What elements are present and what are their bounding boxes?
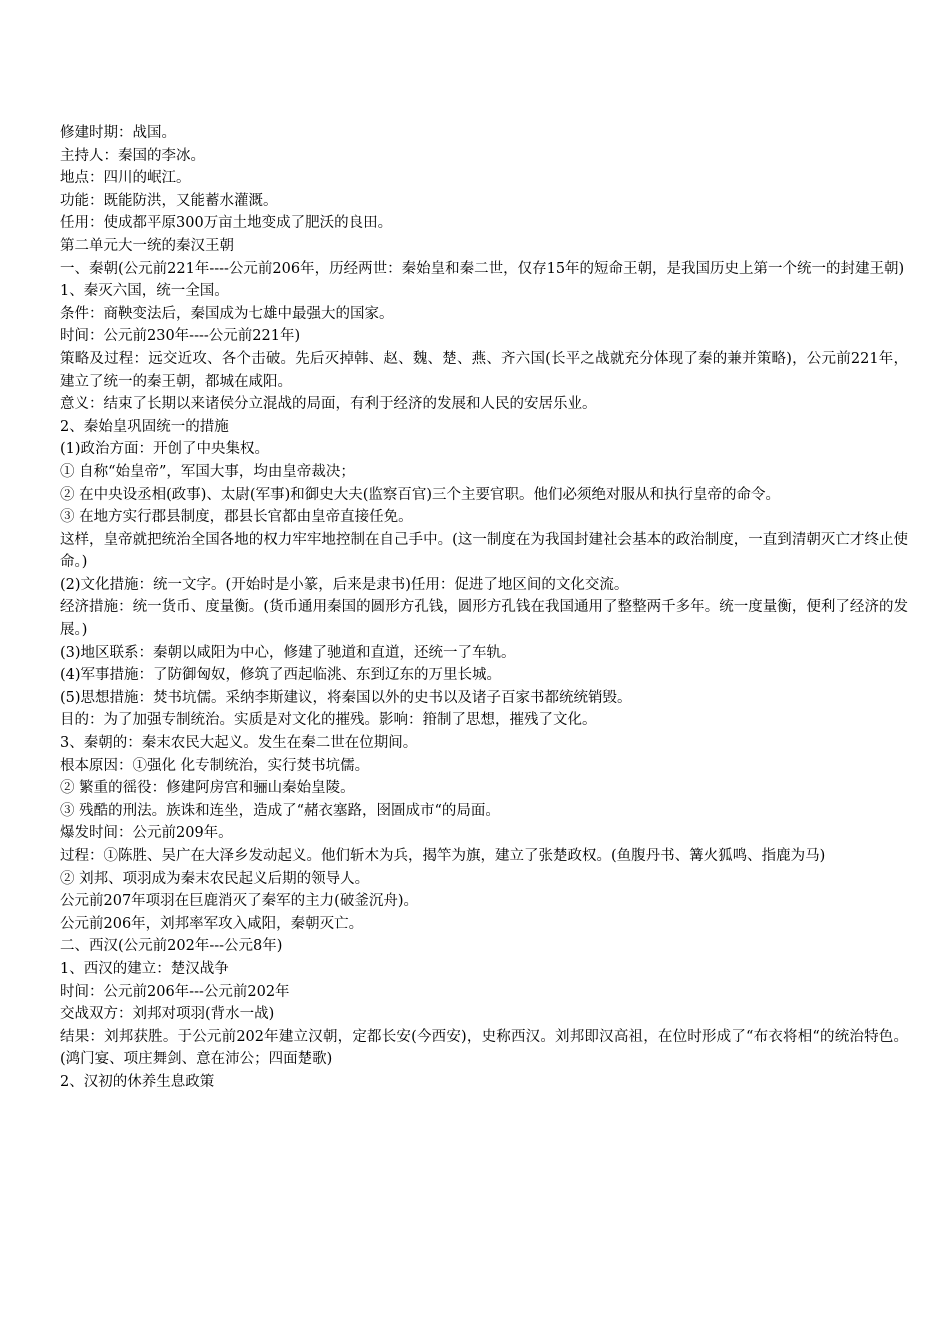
text-line: 2、汉初的休养生息政策: [60, 1073, 215, 1090]
text-line: 经济措施：统一货币、度量衡。(货币通用秦国的圆形方孔钱，圆形方孔钱在我国通用了整整两千多年。统一度量衡，便利了经济的发展。): [60, 599, 908, 639]
text-line: 主持人：秦国的李冰。: [60, 147, 205, 164]
text-line: 爆发时间：公元前209年。: [60, 825, 233, 842]
text-line: (4)军事措施：了防御匈奴，修筑了西起临洮、东到辽东的万里长城。: [60, 667, 502, 684]
text-line: 修建时期：战国。: [60, 125, 176, 141]
text-line: 这样，皇帝就把统治全国各地的权力牢牢地控制在自己手中。(这一制度在为我国封建社会基本的政治制度，一直到清朝灭亡才终止使命。): [60, 531, 908, 571]
text-line: ① 自称“始皇帝”，军国大事，均由皇帝裁决；: [60, 463, 355, 480]
text-line: 1、秦灭六国，统一全国。: [60, 283, 229, 300]
text-line: 时间：公元前230年----公元前221年): [60, 328, 301, 345]
text-line: 意义：结束了长期以来诸侯分立混战的局面，有利于经济的发展和人民的安居乐业。: [60, 396, 597, 413]
text-line: (5)思想措施：焚书坑儒。采纳李斯建议，将秦国以外的史书以及诸子百家书都统统销毁。: [60, 689, 632, 706]
text-line: (3)地区联系：秦朝以咸阳为中心，修建了驰道和直道，还统一了车轨。: [60, 644, 516, 661]
text-line: ③ 在地方实行郡县制度，郡县长官都由皇帝直接任免。: [60, 509, 413, 526]
text-line: 公元前207年项羽在巨鹿消灭了秦军的主力(破釜沉舟)。: [60, 893, 418, 910]
text-line: 地点：四川的岷江。: [60, 170, 191, 187]
text-line: 功能：既能防洪，又能蓄水灌溉。: [60, 192, 278, 209]
text-line: 条件：商鞅变法后，秦国成为七雄中最强大的国家。: [60, 305, 394, 322]
section-heading-western-han: 二、西汉(公元前202年---公元8年): [60, 938, 283, 955]
text-line: ② 繁重的徭役：修建阿房宫和骊山秦始皇陵。: [60, 780, 355, 797]
text-line: 结果：刘邦获胜。于公元前202年建立汉朝，定都长安(今西安)，史称西汉。刘邦即汉高祖，在位时形成了“布衣将相“的统治特色。(鸿门宴、项庄舞剑、意在沛公；四面楚歌): [60, 1028, 908, 1068]
text-line: ② 在中央设丞相(政事)、太尉(军事)和御史大夫(监察百官)三个主要官职。他们必须绝对服从和执行皇帝的命令。: [60, 486, 781, 503]
unit-heading: 第二单元大一统的秦汉王朝: [60, 237, 234, 254]
text-line: 交战双方：刘邦对项羽(背水一战): [60, 1006, 275, 1023]
text-line: 3、秦朝的：秦末农民大起义。发生在秦二世在位期间。: [60, 735, 418, 752]
text-line: 策略及过程：远交近攻、各个击破。先后灭掉韩、赵、魏、楚、燕、齐六国(长平之战就充分体现了秦的兼并策略)，公元前221年，建立了统一的秦王朝，都城在咸阳。: [60, 350, 908, 390]
text-line: 根本原因：①强化 化专制统治，实行焚书坑儒。: [60, 757, 370, 774]
text-line: 任用：使成都平原300万亩土地变成了肥沃的良田。: [60, 215, 393, 232]
text-line: ② 刘邦、项羽成为秦末农民起义后期的领导人。: [60, 870, 370, 887]
text-line: 1、西汉的建立：楚汉战争: [60, 960, 229, 977]
text-line: 过程：①陈胜、吴广在大泽乡发动起义。他们斩木为兵，揭竿为旗，建立了张楚政权。(鱼腹丹书、篝火狐鸣、指鹿为马): [60, 848, 826, 864]
section-heading-qin: 一、秦朝(公元前221年----公元前206年，历经两世：秦始皇和秦二世，仅存15年的短命王朝，是我国历史上第一个统一的封建王朝): [60, 260, 905, 277]
text-line: 公元前206年，刘邦率军攻入咸阳，秦朝灭亡。: [60, 915, 364, 932]
text-line: 2、秦始皇巩固统一的措施: [60, 418, 229, 435]
text-line: 时间：公元前206年---公元前202年: [60, 983, 290, 1000]
text-line: (1)政治方面：开创了中央集权。: [60, 441, 270, 458]
text-line: ③ 残酷的刑法。族诛和连坐，造成了“赭衣塞路，囹圄成市“的局面。: [60, 802, 500, 819]
text-line: 目的：为了加强专制统治。实质是对文化的摧残。影响：箝制了思想，摧残了文化。: [60, 712, 597, 729]
text-line: (2)文化措施：统一文字。(开始时是小篆，后来是隶书)任用：促进了地区间的文化交流。: [60, 576, 629, 593]
document-body: [60, 122, 908, 1094]
